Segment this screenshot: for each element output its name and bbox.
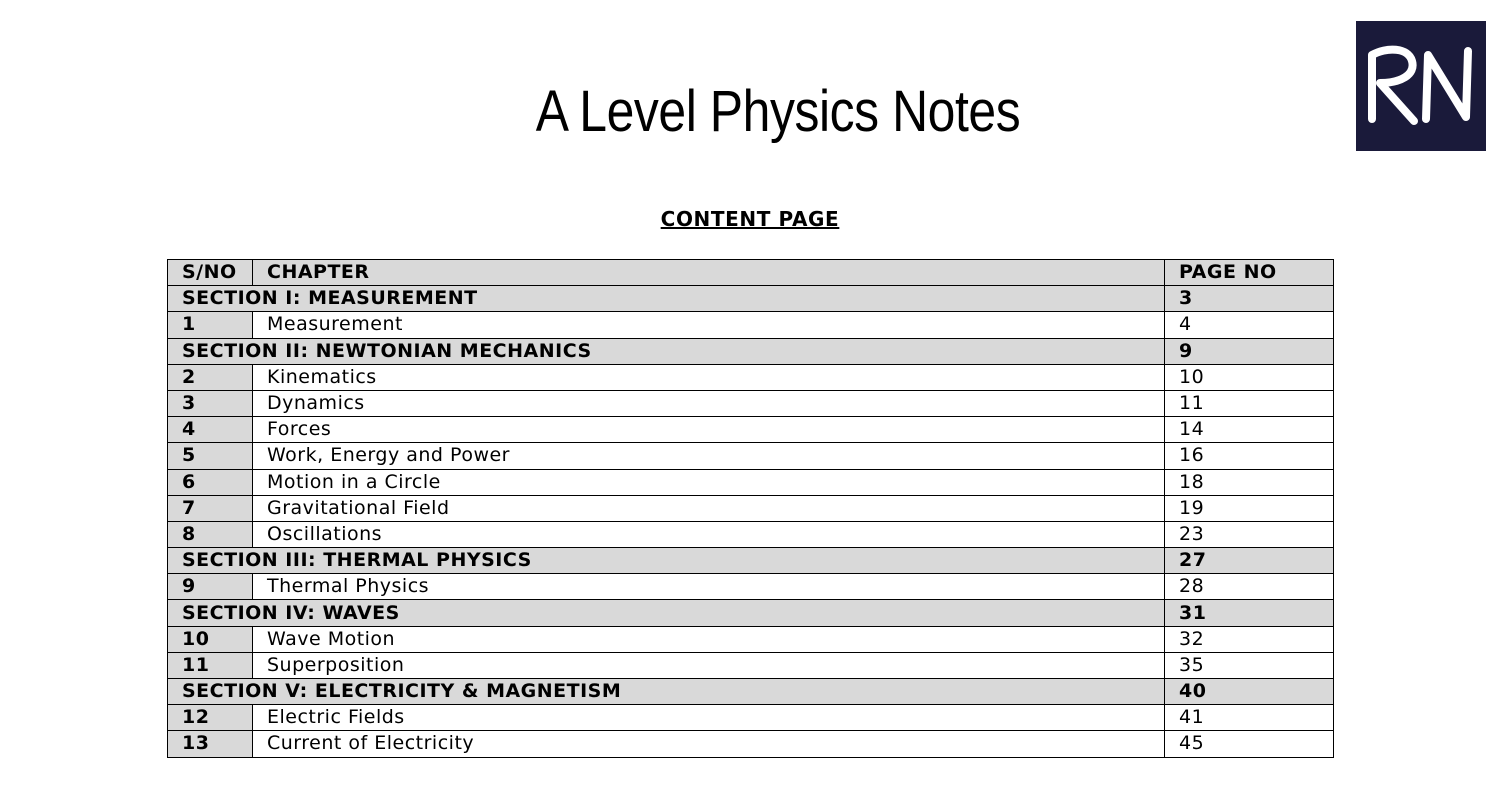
chapter-row xyxy=(168,731,1334,757)
section-label: SECTION V: ELECTRICITY & MAGNETISM xyxy=(168,679,1165,705)
chapter-title: Superposition xyxy=(253,652,1165,678)
chapter-sno: 7 xyxy=(168,495,253,521)
chapter-sno: 3 xyxy=(168,390,253,416)
chapter-sno: 5 xyxy=(168,443,253,469)
chapter-sno: 10 xyxy=(168,626,253,652)
section-row xyxy=(168,286,1334,312)
section-page-no: 27 xyxy=(1165,548,1334,574)
chapter-sno: 12 xyxy=(168,705,253,731)
chapter-sno: 6 xyxy=(168,469,253,495)
chapter-row xyxy=(168,469,1334,495)
chapter-sno: 4 xyxy=(168,417,253,443)
section-page-no: 9 xyxy=(1165,338,1334,364)
contents-table xyxy=(167,259,1334,758)
chapter-sno: 11 xyxy=(168,652,253,678)
chapter-row xyxy=(168,652,1334,678)
chapter-title: Motion in a Circle xyxy=(253,469,1165,495)
section-row xyxy=(168,548,1334,574)
chapter-row xyxy=(168,521,1334,547)
chapter-page-no: 10 xyxy=(1165,364,1334,390)
chapter-title: Work, Energy and Power xyxy=(253,443,1165,469)
chapter-title: Oscillations xyxy=(253,521,1165,547)
section-row xyxy=(168,600,1334,626)
chapter-title: Kinematics xyxy=(253,364,1165,390)
chapter-title: Gravitational Field xyxy=(253,495,1165,521)
chapter-page-no: 32 xyxy=(1165,626,1334,652)
content-page-heading: CONTENT PAGE xyxy=(660,207,840,231)
section-page-no: 40 xyxy=(1165,679,1334,705)
section-row xyxy=(168,338,1334,364)
chapter-page-no: 18 xyxy=(1165,469,1334,495)
section-label: SECTION II: NEWTONIAN MECHANICS xyxy=(168,338,1165,364)
chapter-page-no: 41 xyxy=(1165,705,1334,731)
section-label: SECTION III: THERMAL PHYSICS xyxy=(168,548,1165,574)
chapter-page-no: 45 xyxy=(1165,731,1334,757)
page-title: A Level Physics Notes xyxy=(535,79,1021,144)
header-page-no: PAGE NO xyxy=(1165,260,1334,286)
chapter-row xyxy=(168,705,1334,731)
section-page-no: 3 xyxy=(1165,286,1334,312)
chapter-sno: 13 xyxy=(168,731,253,757)
chapter-title: Electric Fields xyxy=(253,705,1165,731)
chapter-title: Wave Motion xyxy=(253,626,1165,652)
chapter-page-no: 19 xyxy=(1165,495,1334,521)
contents-table-body xyxy=(168,286,1334,757)
chapter-row xyxy=(168,574,1334,600)
section-label: SECTION I: MEASUREMENT xyxy=(168,286,1165,312)
chapter-title: Dynamics xyxy=(253,390,1165,416)
chapter-row xyxy=(168,390,1334,416)
chapter-title: Thermal Physics xyxy=(253,574,1165,600)
chapter-sno: 1 xyxy=(168,312,253,338)
table-header-row xyxy=(168,260,1334,286)
chapter-page-no: 23 xyxy=(1165,521,1334,547)
chapter-page-no: 11 xyxy=(1165,390,1334,416)
chapter-sno: 9 xyxy=(168,574,253,600)
chapter-title: Measurement xyxy=(253,312,1165,338)
section-label: SECTION IV: WAVES xyxy=(168,600,1165,626)
chapter-row xyxy=(168,495,1334,521)
chapter-page-no: 16 xyxy=(1165,443,1334,469)
header-sno: S/NO xyxy=(168,260,253,286)
section-row xyxy=(168,679,1334,705)
section-page-no: 31 xyxy=(1165,600,1334,626)
chapter-row xyxy=(168,443,1334,469)
chapter-title: Forces xyxy=(253,417,1165,443)
chapter-page-no: 35 xyxy=(1165,652,1334,678)
chapter-row xyxy=(168,364,1334,390)
chapter-page-no: 28 xyxy=(1165,574,1334,600)
chapter-row xyxy=(168,417,1334,443)
chapter-row xyxy=(168,626,1334,652)
chapter-sno: 8 xyxy=(168,521,253,547)
chapter-page-no: 14 xyxy=(1165,417,1334,443)
header-chapter: CHAPTER xyxy=(253,260,1165,286)
chapter-page-no: 4 xyxy=(1165,312,1334,338)
chapter-sno: 2 xyxy=(168,364,253,390)
chapter-row xyxy=(168,312,1334,338)
chapter-title: Current of Electricity xyxy=(253,731,1165,757)
